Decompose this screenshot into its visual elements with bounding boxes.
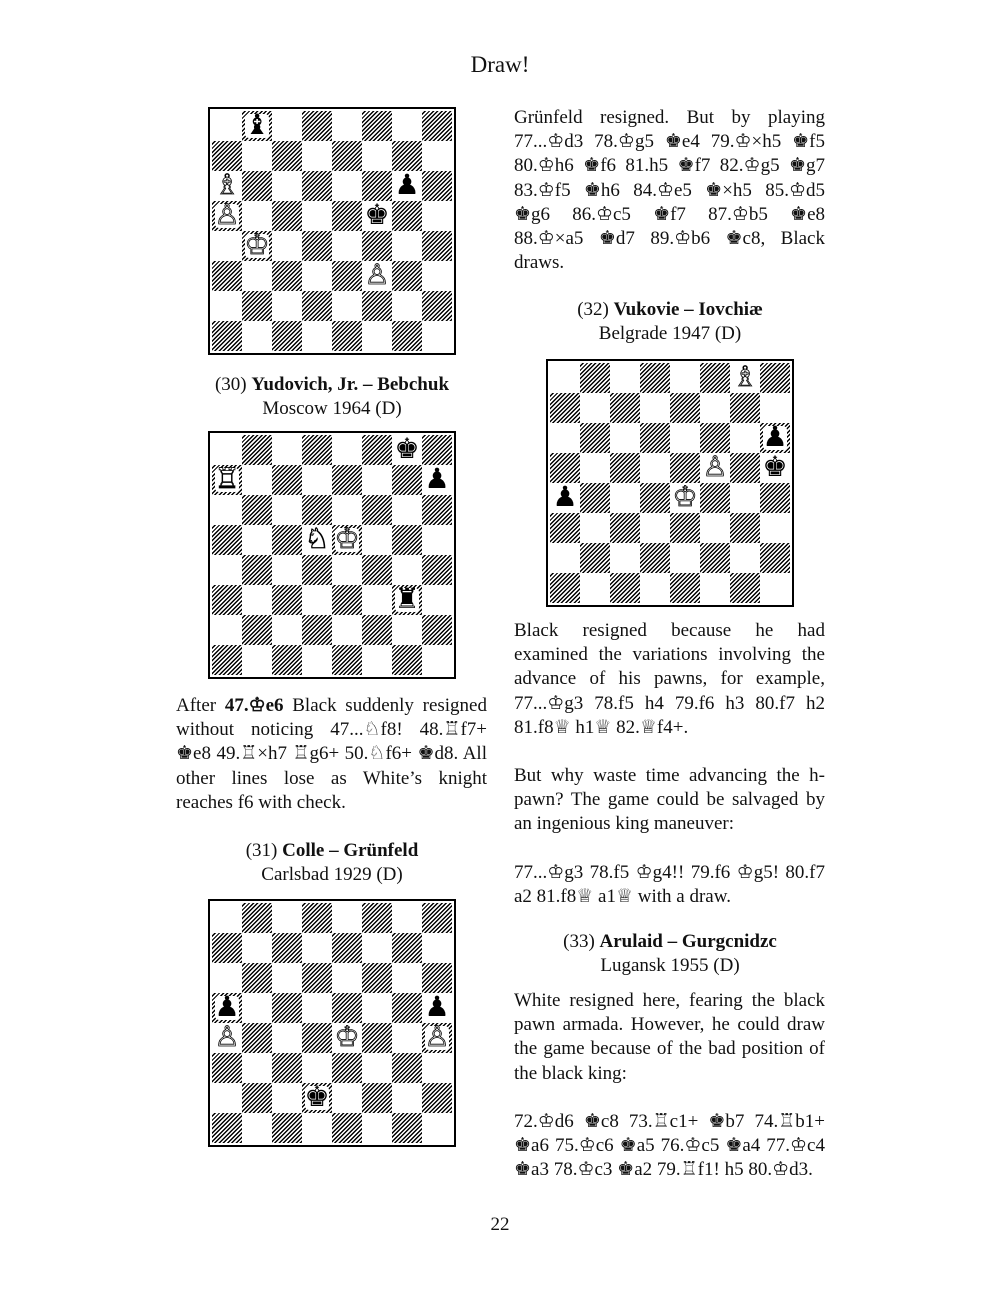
square-d5	[302, 201, 332, 231]
square-g7	[392, 141, 422, 171]
square-a8	[212, 903, 242, 933]
square-c5	[272, 525, 302, 555]
square-f7	[362, 933, 392, 963]
piece-h4: ♙	[424, 1020, 450, 1053]
square-h6	[422, 495, 452, 525]
square-d5	[302, 993, 332, 1023]
piece-e5: ♔	[334, 522, 360, 555]
square-e3	[332, 261, 362, 291]
square-c2	[272, 615, 302, 645]
square-e7	[332, 465, 362, 495]
square-d1	[640, 573, 670, 603]
square-e2	[332, 291, 362, 321]
square-h1	[422, 1113, 452, 1143]
after-continuation: Black suddenly resigned without noticing 47...♘f8! 48.♖f7+ ♚e8 49.♖×h7 ♖g6+ 50.♘f6+ ♚d8. All other lines lose as White’s knight reaches f6 with check.	[176, 695, 487, 813]
square-b8	[580, 363, 610, 393]
square-c6	[272, 171, 302, 201]
square-g2	[392, 615, 422, 645]
square-h1	[760, 573, 790, 603]
piece-b4: ♔	[244, 228, 270, 261]
square-e8	[670, 363, 700, 393]
square-b2	[242, 291, 272, 321]
square-h7	[422, 141, 452, 171]
square-g3	[730, 513, 760, 543]
square-e5	[332, 993, 362, 1023]
caption-31	[160, 839, 504, 887]
key-move: 47.♔e6	[224, 695, 284, 716]
square-f4	[362, 555, 392, 585]
square-h6	[422, 963, 452, 993]
square-f6	[362, 171, 392, 201]
square-f8	[700, 363, 730, 393]
square-c2	[610, 543, 640, 573]
square-a5	[212, 525, 242, 555]
square-a4	[212, 555, 242, 585]
square-e2	[670, 543, 700, 573]
square-g1	[392, 645, 422, 675]
square-a8	[550, 363, 580, 393]
square-c8	[272, 903, 302, 933]
square-f5	[362, 993, 392, 1023]
annotation-game-30	[176, 694, 487, 815]
square-f4	[362, 231, 392, 261]
piece-f5: ♙	[702, 450, 728, 483]
square-d3	[302, 261, 332, 291]
square-c6	[610, 423, 640, 453]
square-g3	[392, 261, 422, 291]
square-f7	[700, 393, 730, 423]
square-b7	[242, 933, 272, 963]
square-e2	[332, 615, 362, 645]
square-f6	[362, 495, 392, 525]
square-g7	[392, 933, 422, 963]
square-h8	[422, 111, 452, 141]
square-g1	[392, 321, 422, 351]
square-e1	[332, 321, 362, 351]
square-h4	[422, 231, 452, 261]
square-e1	[670, 573, 700, 603]
square-f8	[362, 435, 392, 465]
square-h6	[422, 171, 452, 201]
square-f2	[362, 291, 392, 321]
square-h8	[422, 435, 452, 465]
square-a2	[212, 1083, 242, 1113]
piece-a5: ♙	[214, 198, 240, 231]
square-c8	[272, 435, 302, 465]
caption-33-number: (33)	[563, 931, 595, 952]
caption-30-players: Yudovich, Jr. – Bebchuk	[251, 374, 450, 395]
piece-h5: ♟	[424, 990, 450, 1023]
square-d1	[302, 1113, 332, 1143]
square-d3	[302, 585, 332, 615]
square-e7	[670, 393, 700, 423]
square-g8	[392, 111, 422, 141]
square-g4	[730, 483, 760, 513]
square-g2	[392, 291, 422, 321]
square-c7	[272, 465, 302, 495]
square-g5	[392, 525, 422, 555]
square-g6	[392, 963, 422, 993]
square-g4	[392, 555, 422, 585]
vukovic-paragraph-1: Black resigned because he had examined the variations involving the advance of his pawns, for example, 77...♔g3 78.f5 h4 79.f6 h3 80.f7 h2 81.f8♕ h1♕ 82.♕f4+.	[514, 620, 825, 738]
piece-f3: ♙	[364, 258, 390, 291]
square-d4	[640, 483, 670, 513]
caption-33-players: Arulaid – Gurgcnidzc	[599, 931, 777, 952]
piece-a4: ♙	[214, 1020, 240, 1053]
square-c4	[272, 555, 302, 585]
square-e4	[332, 231, 362, 261]
annotation-game-33	[514, 989, 825, 1182]
square-b1	[242, 321, 272, 351]
square-a1	[212, 645, 242, 675]
square-h2	[422, 615, 452, 645]
running-header: Draw!	[470, 52, 530, 77]
square-g4	[392, 1023, 422, 1053]
square-b7	[580, 393, 610, 423]
square-h2	[760, 543, 790, 573]
square-a6	[550, 423, 580, 453]
square-b1	[242, 1113, 272, 1143]
square-f1	[362, 321, 392, 351]
square-b8	[242, 903, 272, 933]
square-d4	[302, 1023, 332, 1053]
square-h4	[422, 555, 452, 585]
chess-diagram-32	[546, 359, 794, 607]
square-g1	[392, 1113, 422, 1143]
square-b5	[242, 525, 272, 555]
square-a1	[550, 573, 580, 603]
square-b2	[242, 615, 272, 645]
square-h2	[422, 1083, 452, 1113]
piece-g3: ♜	[394, 582, 420, 615]
square-b5	[580, 453, 610, 483]
caption-30	[160, 373, 504, 421]
square-a7	[550, 393, 580, 423]
vukovic-paragraph-2: But why waste time advancing the h-pawn? The game could be salvaged by an ingenious king maneuver:	[514, 765, 825, 835]
square-f7	[362, 465, 392, 495]
square-f7	[362, 141, 392, 171]
square-h3	[760, 513, 790, 543]
square-e5	[670, 453, 700, 483]
square-d7	[302, 465, 332, 495]
square-b4	[580, 483, 610, 513]
square-d4	[302, 231, 332, 261]
page-number: 22	[490, 1214, 510, 1235]
square-b4	[242, 1023, 272, 1053]
square-c3	[610, 513, 640, 543]
square-g1	[730, 573, 760, 603]
square-e7	[332, 141, 362, 171]
caption-31-number: (31)	[245, 840, 278, 861]
square-g6	[392, 495, 422, 525]
square-f3	[700, 513, 730, 543]
piece-h7: ♟	[424, 462, 450, 495]
square-d7	[302, 933, 332, 963]
piece-d5: ♘	[304, 522, 330, 555]
square-d8	[302, 111, 332, 141]
square-a2	[550, 543, 580, 573]
piece-b8: ♝	[244, 108, 270, 141]
square-c8	[610, 363, 640, 393]
square-d8	[302, 435, 332, 465]
square-f8	[362, 903, 392, 933]
piece-f5: ♚	[364, 198, 390, 231]
square-b6	[242, 495, 272, 525]
square-b2	[580, 543, 610, 573]
square-c4	[610, 483, 640, 513]
square-e4	[332, 555, 362, 585]
square-d5	[640, 453, 670, 483]
square-d3	[302, 1053, 332, 1083]
annotation-game-31	[514, 106, 825, 275]
square-h1	[422, 321, 452, 351]
square-f6	[362, 963, 392, 993]
chess-diagram-29	[208, 107, 456, 355]
square-c3	[272, 1053, 302, 1083]
piece-g8: ♚	[394, 432, 420, 465]
square-a6	[212, 495, 242, 525]
square-g5	[730, 453, 760, 483]
square-a7	[212, 933, 242, 963]
piece-g8: ♗	[732, 360, 758, 393]
square-d6	[302, 963, 332, 993]
piece-a4: ♟	[552, 480, 578, 513]
chess-diagram-31	[208, 899, 456, 1147]
square-c7	[272, 141, 302, 171]
square-c6	[272, 495, 302, 525]
square-d7	[640, 393, 670, 423]
square-d6	[302, 495, 332, 525]
square-a3	[212, 585, 242, 615]
square-a2	[212, 291, 242, 321]
caption-30-number: (30)	[214, 374, 247, 395]
square-h1	[422, 645, 452, 675]
square-d3	[640, 513, 670, 543]
square-f4	[362, 1023, 392, 1053]
square-e3	[332, 585, 362, 615]
square-a8	[212, 111, 242, 141]
square-f5	[362, 525, 392, 555]
square-g2	[730, 543, 760, 573]
square-h7	[422, 933, 452, 963]
square-a2	[212, 615, 242, 645]
square-h3	[422, 1053, 452, 1083]
square-b8	[242, 435, 272, 465]
caption-31-players: Colle – Grünfeld	[282, 840, 419, 861]
caption-32-place: Belgrade 1947 (D)	[598, 323, 742, 344]
square-h3	[422, 261, 452, 291]
piece-e4: ♔	[334, 1020, 360, 1053]
square-e8	[332, 435, 362, 465]
square-g3	[392, 1053, 422, 1083]
square-d6	[302, 171, 332, 201]
square-e2	[332, 1083, 362, 1113]
square-b2	[242, 1083, 272, 1113]
square-b6	[580, 423, 610, 453]
square-h3	[422, 585, 452, 615]
square-h5	[422, 525, 452, 555]
caption-32	[498, 298, 842, 346]
square-e6	[670, 423, 700, 453]
square-f1	[700, 573, 730, 603]
chess-diagram-30	[208, 431, 456, 679]
square-h8	[422, 903, 452, 933]
square-a1	[212, 1113, 242, 1143]
square-d7	[302, 141, 332, 171]
square-e8	[332, 903, 362, 933]
square-f1	[362, 1113, 392, 1143]
square-c7	[272, 933, 302, 963]
square-b1	[580, 573, 610, 603]
square-c8	[272, 111, 302, 141]
square-c3	[272, 585, 302, 615]
piece-e4: ♔	[672, 480, 698, 513]
square-b7	[242, 141, 272, 171]
square-f8	[362, 111, 392, 141]
square-c5	[272, 201, 302, 231]
square-c4	[272, 1023, 302, 1053]
square-d2	[302, 615, 332, 645]
square-e3	[332, 1053, 362, 1083]
square-f3	[362, 585, 392, 615]
square-g6	[730, 423, 760, 453]
square-g8	[392, 903, 422, 933]
square-c6	[272, 963, 302, 993]
square-f2	[362, 1083, 392, 1113]
caption-30-place: Moscow 1964 (D)	[262, 398, 402, 419]
square-d2	[640, 543, 670, 573]
square-c2	[272, 1083, 302, 1113]
square-b3	[242, 1053, 272, 1083]
square-c2	[272, 291, 302, 321]
square-c5	[272, 993, 302, 1023]
square-c1	[272, 321, 302, 351]
arulaid-paragraph-1: White resigned here, fearing the black pawn armada. However, he could draw the game because of the bad position of the black king:	[514, 990, 825, 1084]
square-a1	[212, 321, 242, 351]
square-a5	[550, 453, 580, 483]
square-h7	[760, 393, 790, 423]
square-e3	[670, 513, 700, 543]
square-e5	[332, 201, 362, 231]
arulaid-paragraph-2: 72.♔d6 ♚c8 73.♖c1+ ♚b7 74.♖b1+ ♚a6 75.♔c6 ♚a5 76.♔c5 ♚a4 77.♔c4 ♚a3 78.♔c3 ♚a2 79.♖f1! h5 80.♔d3.	[514, 1110, 825, 1181]
grunfeld-paragraph: Grünfeld resigned. But by playing 77...♔d3 78.♔g5 ♚e4 79.♔×h5 ♚f5 80.♔h6 ♚f6 81.h5 ♚f7 82.♔g5 ♚g7 83.♔f5 ♚h6 84.♔e5 ♚×h5 85.♔d5 ♚g6 86.♔c5 ♚f7 87.♔b5 ♚e8 88.♔×a5 ♚d7 89.♔b6 ♚c8, Black draws.	[514, 107, 825, 274]
piece-g6: ♟	[394, 168, 420, 201]
square-g7	[730, 393, 760, 423]
square-c1	[272, 645, 302, 675]
square-h8	[760, 363, 790, 393]
square-b3	[580, 513, 610, 543]
square-d1	[302, 321, 332, 351]
square-g5	[392, 201, 422, 231]
square-h5	[422, 201, 452, 231]
square-e1	[332, 1113, 362, 1143]
square-c4	[272, 231, 302, 261]
piece-a5: ♟	[214, 990, 240, 1023]
square-g5	[392, 993, 422, 1023]
square-b6	[242, 963, 272, 993]
square-b6	[242, 171, 272, 201]
square-e6	[332, 495, 362, 525]
square-b5	[242, 993, 272, 1023]
square-b3	[242, 585, 272, 615]
square-a8	[212, 435, 242, 465]
square-d8	[302, 903, 332, 933]
square-b4	[242, 555, 272, 585]
square-b5	[242, 201, 272, 231]
annotation-game-32	[514, 619, 825, 909]
caption-33	[498, 930, 842, 978]
piece-d2: ♚	[304, 1080, 330, 1113]
square-b3	[242, 261, 272, 291]
square-e8	[332, 111, 362, 141]
square-c1	[610, 573, 640, 603]
square-f2	[700, 543, 730, 573]
square-d4	[302, 555, 332, 585]
square-d6	[640, 423, 670, 453]
square-a4	[212, 231, 242, 261]
piece-a6: ♗	[214, 168, 240, 201]
piece-h5: ♚	[762, 450, 788, 483]
after-text: After	[176, 695, 225, 716]
caption-31-place: Carlsbad 1929 (D)	[261, 864, 403, 885]
caption-32-number: (32)	[577, 299, 609, 320]
square-d1	[302, 645, 332, 675]
square-e7	[332, 933, 362, 963]
square-e6	[332, 171, 362, 201]
piece-a7: ♖	[214, 462, 240, 495]
square-e6	[332, 963, 362, 993]
square-f3	[362, 1053, 392, 1083]
square-f4	[700, 483, 730, 513]
square-f1	[362, 645, 392, 675]
square-c5	[610, 453, 640, 483]
square-b7	[242, 465, 272, 495]
square-a7	[212, 141, 242, 171]
vukovic-paragraph-3: 77...♔g3 78.f5 ♔g4!! 79.f6 ♔g5! 80.f7 a2 81.f8♕ a1♕ with a draw.	[514, 861, 825, 907]
square-g4	[392, 231, 422, 261]
square-f2	[362, 615, 392, 645]
square-a6	[212, 963, 242, 993]
square-c1	[272, 1113, 302, 1143]
caption-33-place: Lugansk 1955 (D)	[600, 955, 740, 976]
square-a3	[212, 261, 242, 291]
square-g7	[392, 465, 422, 495]
square-d8	[640, 363, 670, 393]
caption-32-players: Vukovie – Iovchiæ	[613, 299, 763, 320]
square-e1	[332, 645, 362, 675]
square-b1	[242, 645, 272, 675]
square-c3	[272, 261, 302, 291]
square-f6	[700, 423, 730, 453]
square-a3	[550, 513, 580, 543]
square-c7	[610, 393, 640, 423]
square-h2	[422, 291, 452, 321]
square-g2	[392, 1083, 422, 1113]
piece-h6: ♟	[762, 420, 788, 453]
square-a3	[212, 1053, 242, 1083]
square-h4	[760, 483, 790, 513]
square-d2	[302, 291, 332, 321]
